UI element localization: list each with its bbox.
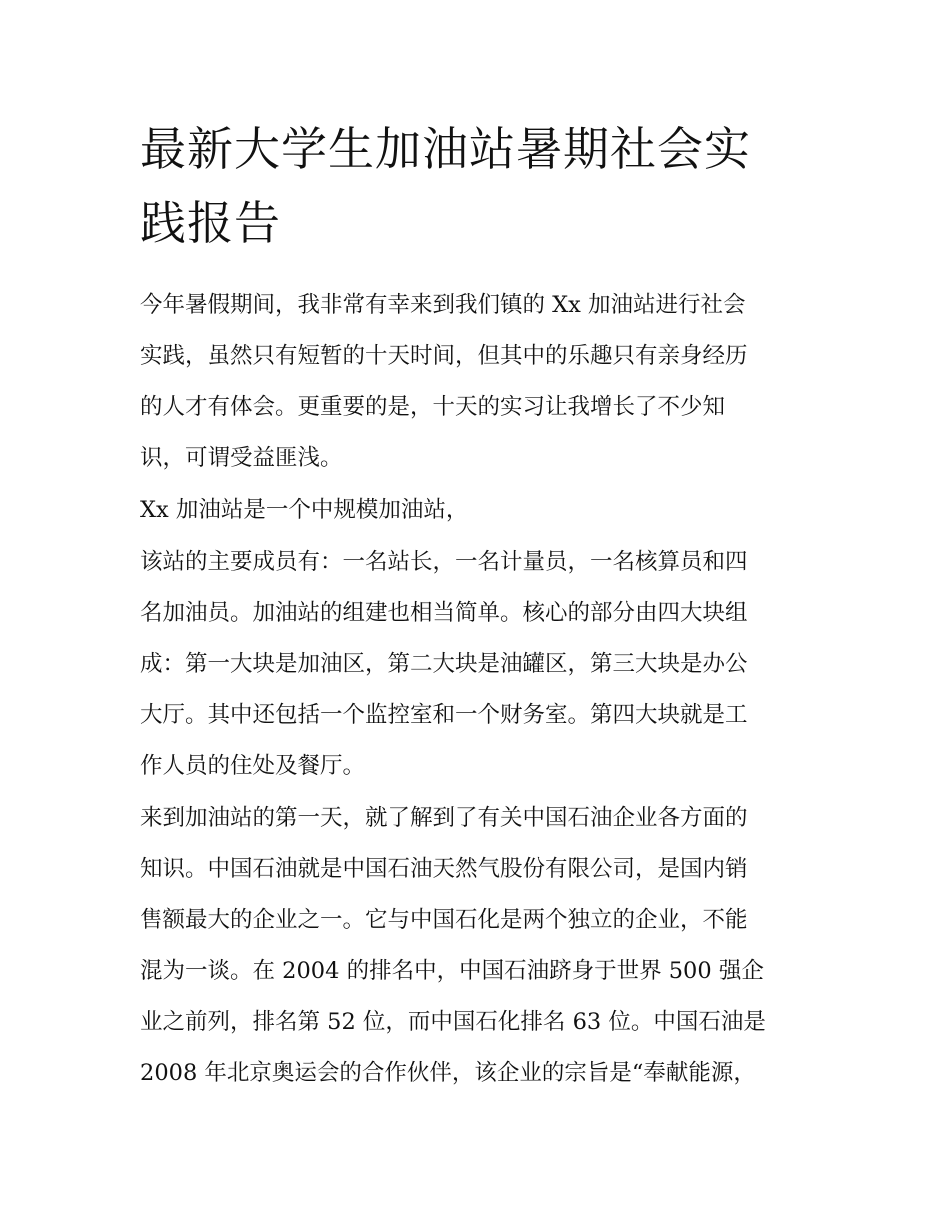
text-line: 该站的主要成员有：一名站长，一名计量员，一名核算员和四 bbox=[140, 549, 748, 575]
title-line: 最新大学生加油站暑期社会实 bbox=[140, 122, 751, 176]
text-line: 识，可谓受益匪浅。 bbox=[140, 445, 343, 471]
document-title bbox=[140, 112, 820, 260]
paragraph-intro bbox=[140, 280, 815, 484]
document-body bbox=[140, 280, 815, 1100]
text-line: 成：第一大块是加油区，第二大块是油罐区，第三大块是办公 bbox=[140, 651, 748, 677]
paragraph-petrochina bbox=[140, 793, 815, 1099]
text-line: 售额最大的企业之一。它与中国石化是两个独立的企业，不能 bbox=[140, 907, 748, 933]
text-line: 作人员的住处及餐厅。 bbox=[140, 753, 366, 779]
text-line: 实践，虽然只有短暂的十天时间，但其中的乐趣只有亲身经历 bbox=[140, 343, 748, 369]
text-line: 业之前列，排名第 52 位，而中国石化排名 63 位。中国石油是 bbox=[140, 1009, 766, 1035]
text-line: 名加油员。加油站的组建也相当简单。核心的部分由四大块组 bbox=[140, 600, 748, 626]
text-line: 的人才有体会。更重要的是，十天的实习让我增长了不少知 bbox=[140, 394, 726, 420]
paragraph-station-members bbox=[140, 537, 815, 792]
text-line: 来到加油站的第一天，就了解到了有关中国石油企业各方面的 bbox=[140, 805, 748, 831]
text-line: Xx 加油站是一个中规模加油站， bbox=[140, 497, 469, 523]
text-line: 混为一谈。在 2004 的排名中，中国石油跻身于世界 500 强企 bbox=[140, 958, 764, 984]
paragraph-station-scale bbox=[140, 485, 815, 536]
text-line: 大厅。其中还包括一个监控室和一个财务室。第四大块就是工 bbox=[140, 702, 748, 728]
text-line: 知识。中国石油就是中国石油天然气股份有限公司，是国内销 bbox=[140, 856, 748, 882]
text-line: 今年暑假期间，我非常有幸来到我们镇的 Xx 加油站进行社会 bbox=[140, 292, 746, 318]
text-line: 2008 年北京奥运会的合作伙伴，该企业的宗旨是“奉献能源， bbox=[140, 1060, 756, 1086]
title-line: 践报告 bbox=[140, 196, 281, 250]
